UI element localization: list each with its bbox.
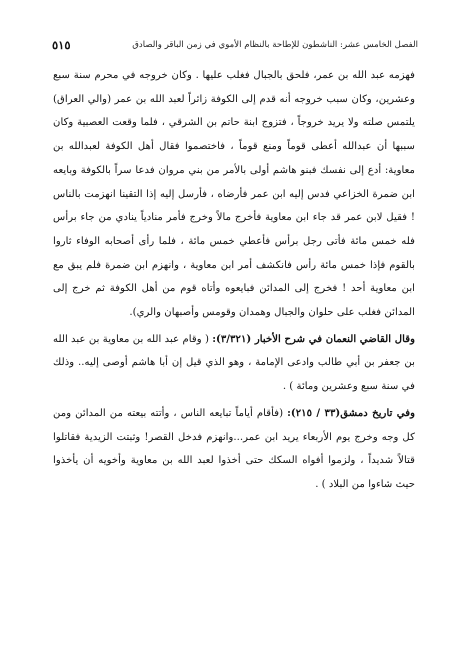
paragraph-narrative: [53, 64, 415, 325]
chapter-title: الفصل الخامس عشر: الناشطون للإطاحة بالنظام الأموي في زمن الباقر والصادق: [132, 40, 418, 50]
paragraph-text: ( وقام عبد الله بن معاوية بن عبد الله بن جعفر بن أبي طالب وادعى الإمامة ، وهو الذي قيل إن أبا هاشم أوصى إليه.. وذلك في سنة سبع وعشرين ومائة ) .: [53, 333, 415, 393]
citation-lead: وفي تاريخ دمشق(٣٣ / ٢١٥):: [287, 406, 415, 419]
running-header: [52, 38, 418, 56]
paragraph-quote-dimashq: [53, 402, 415, 497]
paragraph-quote-nuaman: [53, 328, 415, 399]
page-number: ٥١٥: [52, 38, 71, 52]
paragraph-text: فهزمه عبد الله بن عمر، فلحق بالجبال فغلب عليها . وكان خروجه في محرم سنة سبع وعشرين، وكان سبب خروجه أنه قدم إلى الكوفة زائراً لعبد الله بن عمر (والي العراق) يلتمس صلته ولا يريد خروجاً ، فتزوج ابنة حاتم بن الشرقي ، فلما وقعت العصبية وكان سببها أن عبدالله أعطى قوماً ومنع قوماً ، فاختصموا فقال أهل الكوفة لعبدالله بن معاوية: أدع إلى نفسك فبنو هاشم أولى بالأمر من بني مروان فدعا سراً بالكوفة وبايعه ابن ضمرة الخزاعي فدس إليه ابن عمر فأرضاه ، فأرسل إليه إذا التقينا انهزمت بالناس ! فقيل لابن عمر قد جاء ابن معاوية فأخرج مالاً وخرج فأمر منادياً ينادي من جاء برأس فله خمس مائة فأتى رجل برأس فأعطي خمس مائة ، فلما رأى أصحابه الوفاء ثاروا بالقوم فإذا خمس مائة رأس فانكشف أمر ابن معاوية ، وانهزم ابن ضمرة فلم يبق مع ابن معاوية أحد ! فخرج إلى المدائن فبايعوه وأتاه قوم من أهل الكوفة ثم خرج إلى المدائن فغلب على حلوان والجبال وهمدان وقومس وأصبهان والري).: [53, 70, 415, 319]
paragraph-text: (فأقام أياماً تبايعه الناس ، وأتته بيعته من المدائن ومن كل وجه وخرج يوم الأربعاء يريد ابن عمر...وانهزم فدخل القصر! وثبتت الزيدية فقاتلوا قتالاً شديداً ، ولزموا أفواه السكك حتى أخذوا لعبد الله بن معاوية وأخويه أن يأخذوا حيث شاءوا من البلاد ) .: [53, 407, 415, 490]
citation-lead: وقال القاضي النعمان في شرح الأخبار (٣/٣٢١):: [212, 332, 415, 345]
body-text: [53, 64, 415, 497]
